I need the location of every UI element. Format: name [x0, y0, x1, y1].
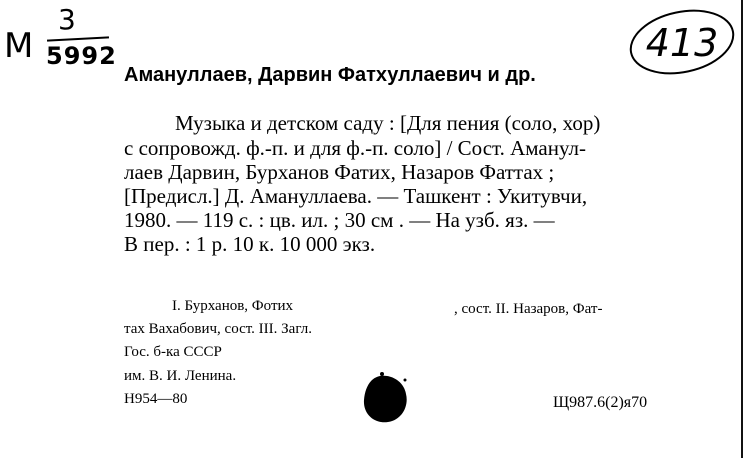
description-line: 1980. — 119 с. : цв. ил. ; 30 см . — На узб. яз. —: [124, 208, 555, 232]
description-line: [Предисл.] Д. Амануллаева. — Ташкент : Укитувчи,: [124, 184, 588, 208]
description-line: лаев Дарвин, Бурханов Фатих, Назаров Фаттах ;: [124, 160, 555, 184]
description-line: с сопровожд. ф.-п. и для ф.-п. соло] / Сост. Аманул-: [124, 136, 587, 160]
description-line: Музыка и детском саду : [Для пения (соло, хор): [175, 111, 601, 135]
classification-code: Щ987.6(2)я70: [553, 394, 648, 411]
author-heading: Амануллаев, Дарвин Фатхуллаевич и др.: [124, 64, 536, 86]
shelf-mark-letter: М: [4, 26, 34, 66]
tracing-line: тах Вахабович, сост. III. Загл.: [124, 321, 312, 337]
library-name: им. В. И. Ленина.: [124, 368, 237, 384]
card-edge: [741, 0, 743, 458]
library-name: Гос. б-ка СССР: [124, 344, 222, 360]
ink-blot: [360, 372, 410, 424]
tracing-line: I. Бурханов, Фотих: [172, 298, 294, 314]
shelf-mark-denominator: 5992: [46, 42, 117, 70]
stamp-number: 413: [645, 21, 719, 65]
description-line: В пер. : 1 р. 10 к. 10 000 экз.: [124, 232, 376, 256]
inventory-stamp: [624, 6, 736, 78]
card-number: Н954—80: [124, 391, 188, 407]
shelf-mark-divider: [47, 36, 109, 41]
tracing-line: , сост. II. Назаров, Фат-: [454, 301, 603, 317]
shelf-mark-numerator: 3: [58, 3, 76, 36]
